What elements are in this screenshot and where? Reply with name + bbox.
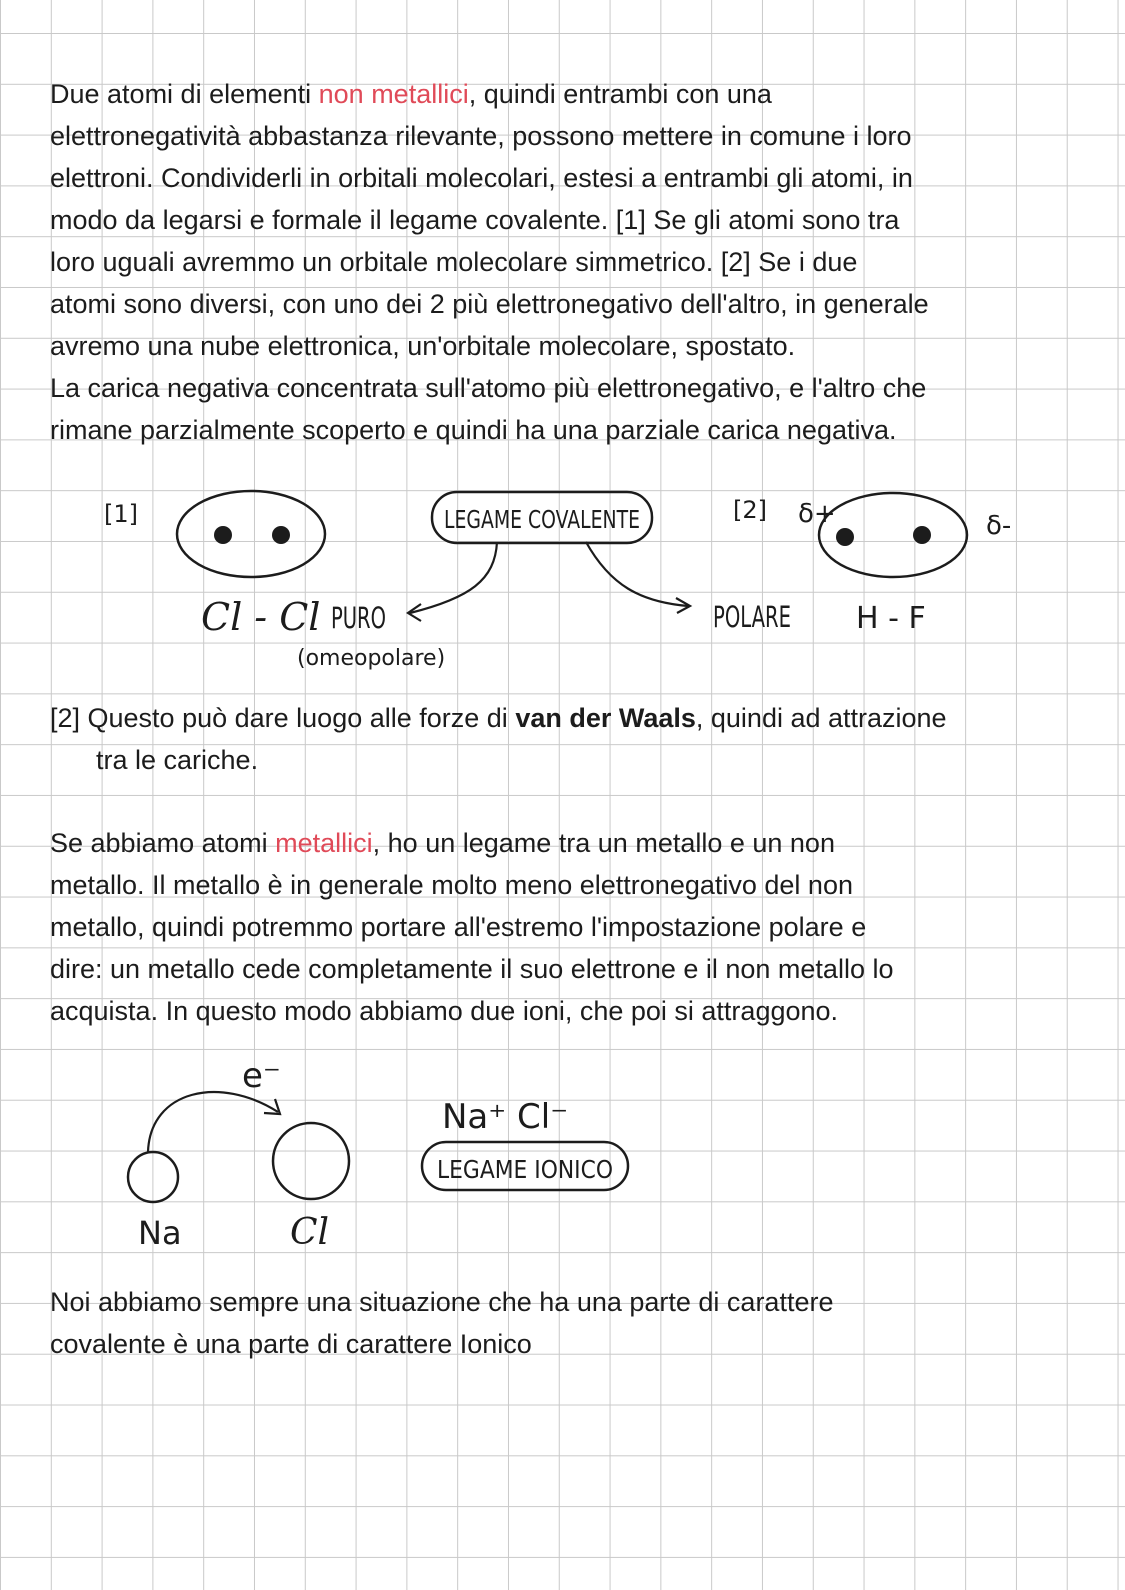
delta-plus: δ+ [798, 499, 836, 529]
text-line: rimane parzialmente scoperto e quindi ha una parziale carica negativa. [50, 415, 897, 445]
puro-label: PURO [331, 601, 386, 635]
text-line: atomi sono diversi, con uno dei 2 più elettronegativo dell'altro, in generale [50, 289, 929, 319]
highlight-non-metallici: non metallici [318, 79, 469, 109]
figure-label-1: [1] [104, 500, 138, 528]
electron-dot [836, 528, 854, 546]
arrow-to-puro [410, 542, 497, 613]
highlight-metallici: metallici [275, 828, 373, 858]
paragraph-covalent-intro [50, 73, 1070, 451]
text-line: Noi abbiamo sempre una situazione che ha una parte di carattere [50, 1287, 834, 1317]
cl-label: Cl [290, 1212, 330, 1253]
text-line: avremo una nube elettronica, un'orbitale molecolare, spostato. [50, 331, 796, 361]
text-line: loro uguali avremmo un orbitale molecolare simmetrico. [2] Se i due [50, 247, 858, 277]
ionic-bond-diagram [0, 1050, 1125, 1260]
figure-label-2: [2] [733, 496, 767, 524]
cl-atom [273, 1123, 349, 1199]
h-f-molecule: H - F [856, 601, 926, 636]
term-van-der-waals: van der Waals [515, 703, 696, 733]
na-atom [128, 1152, 178, 1202]
electron-transfer-arrow [148, 1092, 278, 1152]
text-line: dire: un metallo cede completamente il suo elettrone e il non metallo lo [50, 954, 894, 984]
text-line: Due atomi di elementi non metallici, quindi entrambi con una [50, 79, 772, 109]
text-line: metallo, quindi potremmo portare all'estremo l'impostazione polare e [50, 912, 867, 942]
arrow-to-polare [586, 542, 688, 606]
electron-label: e⁻ [242, 1056, 281, 1096]
paragraph-conclusion [50, 1281, 1000, 1365]
text-line: tra le cariche. [96, 745, 259, 775]
text-line: acquista. In questo modo abbiamo due ioni, che poi si attraggono. [50, 996, 839, 1026]
electron-dot [214, 526, 232, 544]
delta-minus: δ- [986, 511, 1012, 541]
text-line: elettronegatività abbastanza rilevante, possono mettere in comune i loro [50, 121, 912, 151]
text-line: covalente è una parte di carattere Ionico [50, 1329, 532, 1359]
polare-label: POLARE [713, 600, 791, 634]
paragraph-ionic-intro [50, 822, 1070, 1032]
text-line: metallo. Il metallo è in generale molto meno elettronegativo del non [50, 870, 853, 900]
legame-covalente-label: LEGAME COVALENTE [444, 505, 640, 534]
legame-ionico-label: LEGAME IONICO [437, 1155, 613, 1184]
text-line: La carica negativa concentrata sull'atomo più elettronegativo, e l'altro che [50, 373, 927, 403]
text-line: modo da legarsi e formale il legame covalente. [1] Se gli atomi sono tra [50, 205, 900, 235]
text-line: Se abbiamo atomi metallici, ho un legame tra un metallo e un non [50, 828, 835, 858]
symmetric-orbital [177, 491, 325, 577]
omeopolare-note: (omeopolare) [297, 646, 446, 671]
ions-label: Na⁺ Cl⁻ [442, 1097, 569, 1137]
paragraph-van-der-waals [50, 697, 1070, 781]
text-line: [2] Questo può dare luogo alle forze di van der Waals, quindi ad attrazione [50, 703, 947, 733]
na-label: Na [138, 1214, 182, 1252]
electron-dot [913, 526, 931, 544]
text-line: elettroni. Condividerli in orbitali molecolari, estesi a entrambi gli atomi, in [50, 163, 913, 193]
covalent-bond-diagram [0, 480, 1125, 680]
electron-dot [272, 526, 290, 544]
cl-cl-molecule: Cl - Cl [201, 595, 321, 639]
